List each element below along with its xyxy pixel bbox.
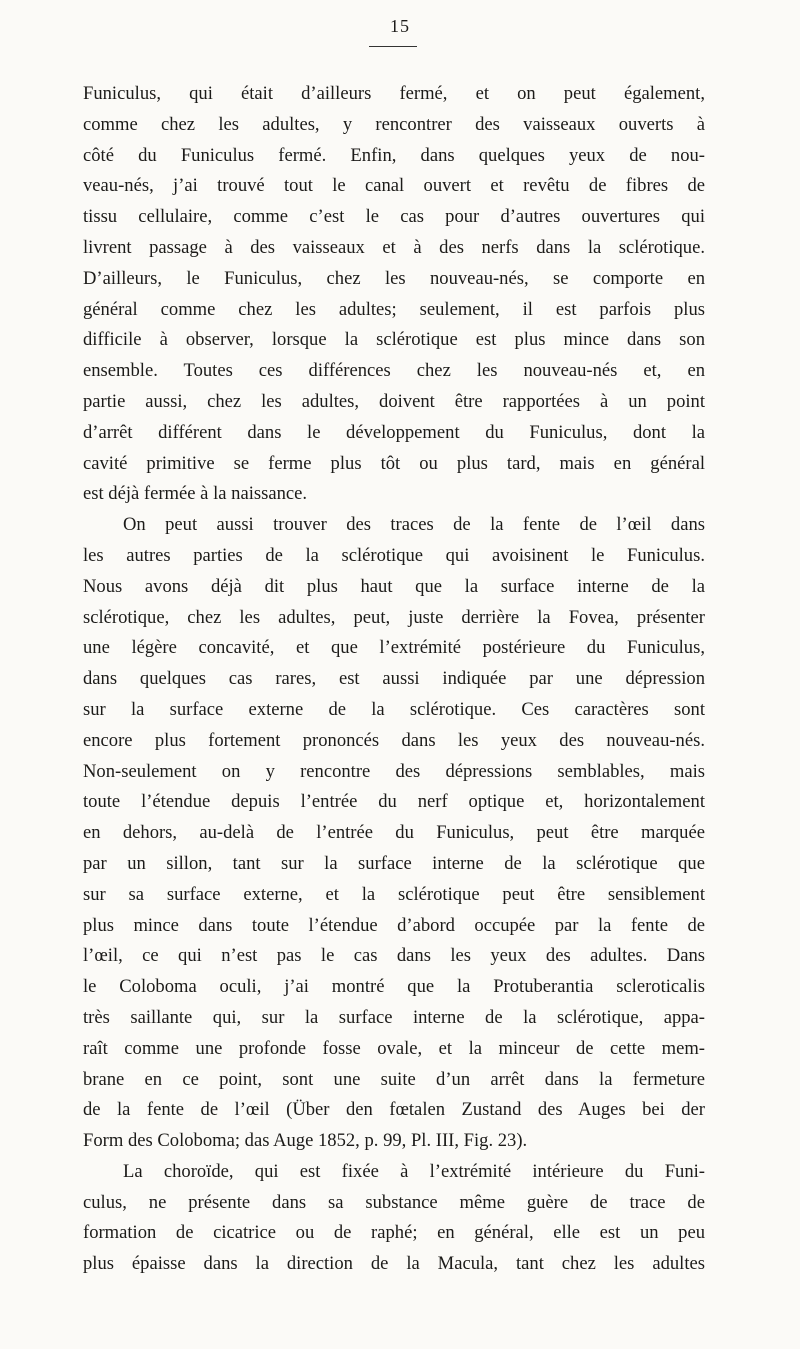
text-line: difficile à observer, lorsque la sclérotique est plus mince dans son xyxy=(83,329,705,351)
text-line: par un sillon, tant sur la surface interne de la sclérotique que xyxy=(83,852,705,874)
text-line: sur sa surface externe, et la sclérotique peut être sensiblement xyxy=(83,883,705,905)
body-text xyxy=(83,79,705,1280)
text-line: le Coloboma oculi, j’ai montré que la Protuberantia scleroticalis xyxy=(83,976,705,998)
text-line: formation de cicatrice ou de raphé; en général, elle est un peu xyxy=(83,1222,705,1244)
text-line: une légère concavité, et que l’extrémité postérieure du Funiculus, xyxy=(83,637,705,659)
text-line: plus mince dans toute l’étendue d’abord occupée par la fente de xyxy=(83,914,705,936)
text-line: comme chez les adultes, y rencontrer des vaisseaux ouverts à xyxy=(83,113,705,135)
text-line: toute l’étendue depuis l’entrée du nerf optique et, horizontalement xyxy=(83,791,705,813)
text-line: dans quelques cas rares, est aussi indiquée par une dépression xyxy=(83,668,705,690)
text-line: sur la surface externe de la sclérotique. Ces caractères sont xyxy=(83,698,705,720)
text-line: Funiculus, qui était d’ailleurs fermé, et on peut également, xyxy=(83,83,705,104)
text-line: très saillante qui, sur la surface interne de la sclérotique, appa- xyxy=(83,1006,705,1028)
text-line: On peut aussi trouver des traces de la fente de l’œil dans xyxy=(123,514,705,536)
text-line: raît comme une profonde fosse ovale, et la minceur de cette mem- xyxy=(83,1037,705,1059)
text-line: livrent passage à des vaisseaux et à des nerfs dans la sclérotique. xyxy=(83,236,705,258)
text-line: est déjà fermée à la naissance. xyxy=(83,483,308,505)
text-line: encore plus fortement prononcés dans les yeux des nouveau-nés. xyxy=(83,729,705,751)
text-line: en dehors, au-delà de l’entrée du Funiculus, peut être marquée xyxy=(83,822,705,844)
text-line: Nous avons déjà dit plus haut que la surface interne de la xyxy=(83,575,705,597)
text-line: les autres parties de la sclérotique qui avoisinent le Funiculus. xyxy=(83,544,705,566)
page-number: 15 xyxy=(390,16,410,36)
text-line: d’arrêt différent dans le développement du Funiculus, dont la xyxy=(83,421,705,443)
text-line: côté du Funiculus fermé. Enfin, dans quelques yeux de nou- xyxy=(83,144,705,166)
text-line: La choroïde, qui est fixée à l’extrémité intérieure du Funi- xyxy=(123,1160,705,1182)
text-line: sclérotique, chez les adultes, peut, juste derrière la Fovea, présenter xyxy=(83,606,705,628)
text-line: Form des Coloboma; das Auge 1852, p. 99, Pl. III, Fig. 23). xyxy=(83,1130,528,1152)
text-line: Non-seulement on y rencontre des dépressions semblables, mais xyxy=(83,760,705,782)
text-line: brane en ce point, sont une suite d’un arrêt dans la fermeture xyxy=(83,1068,705,1090)
text-line: veau-nés, j’ai trouvé tout le canal ouvert et revêtu de fibres de xyxy=(83,175,705,197)
text-line: partie aussi, chez les adultes, doivent être rapportées à un point xyxy=(83,390,705,412)
text-line: culus, ne présente dans sa substance même guère de trace de xyxy=(83,1191,705,1213)
text-line: D’ailleurs, le Funiculus, chez les nouveau-nés, se comporte en xyxy=(83,267,705,289)
text-line: l’œil, ce qui n’est pas le cas dans les yeux des adultes. Dans xyxy=(83,945,705,967)
text-line: tissu cellulaire, comme c’est le cas pour d’autres ouvertures qui xyxy=(83,206,705,228)
text-line: plus épaisse dans la direction de la Macula, tant chez les adultes xyxy=(83,1253,705,1275)
text-line: ensemble. Toutes ces différences chez les nouveau-nés et, en xyxy=(83,360,705,382)
text-line: général comme chez les adultes; seulement, il est parfois plus xyxy=(83,298,705,320)
page-number-underline xyxy=(369,46,417,47)
text-line: de la fente de l’œil (Über den fœtalen Zustand des Auges bei der xyxy=(83,1099,705,1121)
text-line: cavité primitive se ferme plus tôt ou plus tard, mais en général xyxy=(83,452,705,474)
